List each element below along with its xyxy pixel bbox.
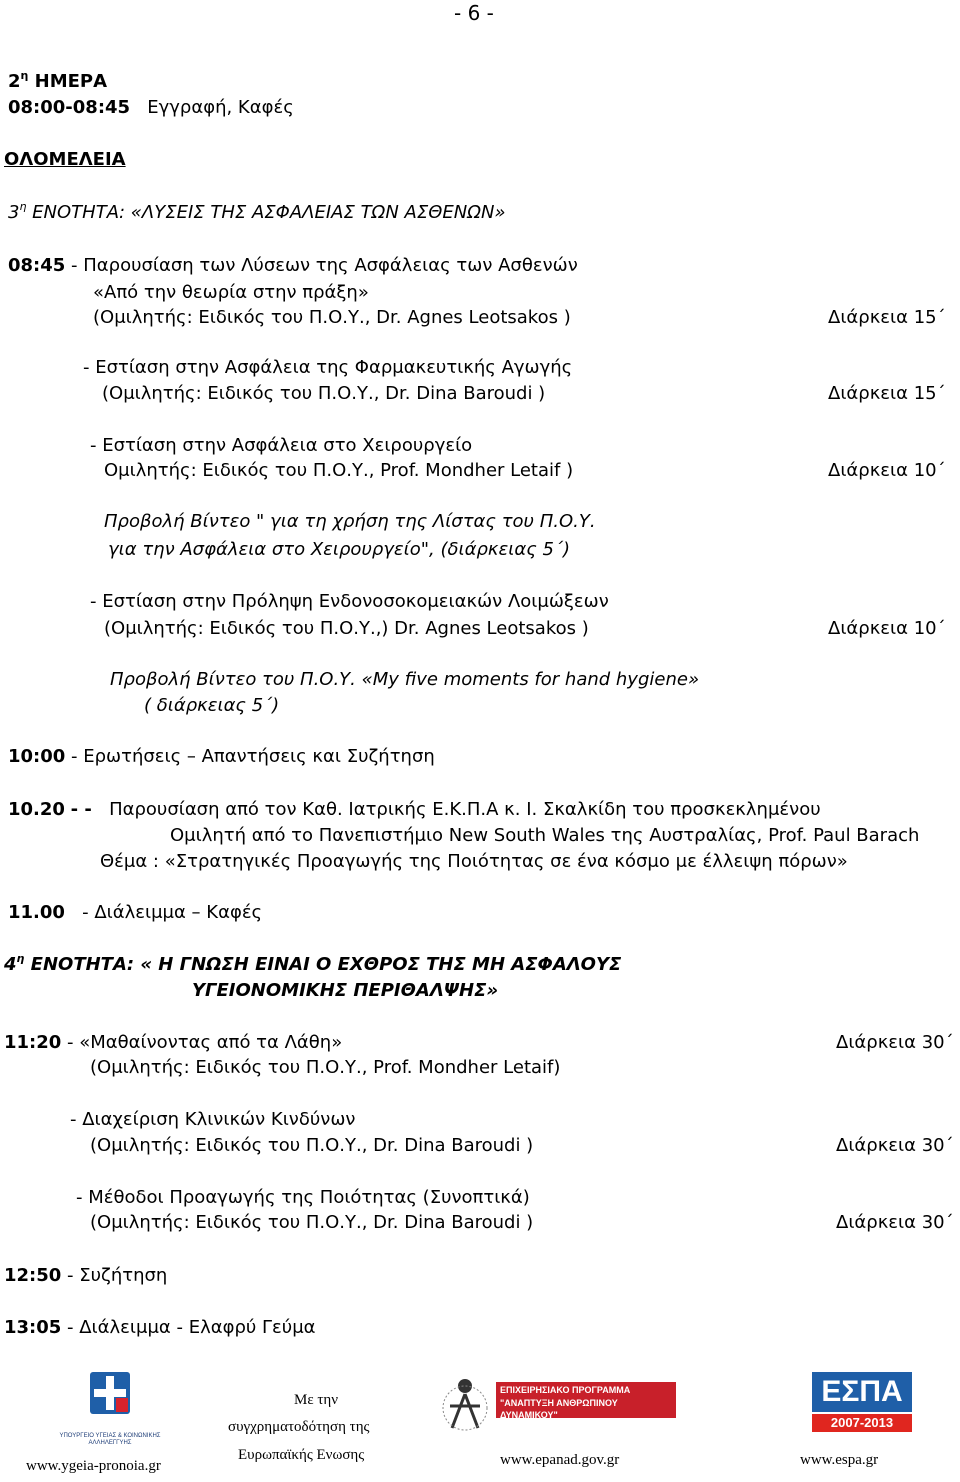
cofund-line1: Με την [294,1392,339,1408]
session2-speaker: (Ομιλητής: Ειδικός του Π.Ο.Υ., Dr. Dina Baroudi ) [102,383,546,404]
espa-url[interactable]: www.espa.gr [800,1452,879,1468]
session2-duration: Διάρκεια 15΄ [828,383,946,404]
session6-speaker: (Ομιλητής: Ειδικός του Π.Ο.Υ., Dr. Dina Baroudi ) [90,1135,534,1156]
unit4-heading-line2: ΥΓΕΙΟΝΟΜΙΚΗΣ ΠΕΡΙΘΑΛΨΗΣ» [192,980,499,1001]
unit4-heading-line1: $4^\eta$ ΕΝΟΤΗΤΑ: « Η ΓΝΩΣΗ ΕΙΝΑΙ Ο ΕΧΘΡΟΣ ΤΗΣ ΜΗ ΑΣΦΑΛΟΥΣ [4,952,622,975]
session3-duration: Διάρκεια 10΄ [828,460,946,481]
ministry-emblem-icon [40,1368,180,1428]
talk-line1: 10.20 - - Παρουσίαση από τον Καθ. Ιατρικής Ε.Κ.Π.Α κ. Ι. Σκαλκίδη του προσκεκλημένου [8,799,821,820]
unit3-heading: $3^\eta$ ΕΝΟΤΗΤΑ: «ΛΥΣΕΙΣ ΤΗΣ ΑΣΦΑΛΕΙΑΣ ΤΩΝ ΑΣΘΕΝΩΝ» [8,200,506,223]
epanad-logo-line2: "ΑΝΑΠΤΥΞΗ ΑΝΘΡΩΠΙΝΟΥ ΔΥΝΑΜΙΚΟΥ" [500,1397,618,1421]
video2-line2: ( διάρκειας 5΄) [144,695,280,716]
cofund-line3: Ευρωπαϊκής Ενωσης [238,1447,365,1463]
registration-row: 08:00-08:45 Εγγραφή, Καφές [8,97,294,118]
session3-line1: - Εστίαση στην Ασφάλεια στο Χειρουργείο [90,435,473,456]
cofund-line2: συγχρηματοδότηση της [228,1419,370,1435]
video2-line1: Προβολή Βίντεο του Π.Ο.Υ. «My five moments for hand hygiene» [110,669,700,690]
ministry-logo: ΥΠΟΥΡΓΕΙΟ ΥΓΕΙΑΣ & ΚΟΙΝΩΝΙΚΗΣ ΑΛΛΗΛΕΓΓΥΗΣ [40,1368,180,1454]
session2-line1: - Εστίαση στην Ασφάλεια της Φαρμακευτικής Αγωγής [83,357,573,378]
session1-duration: Διάρκεια 15΄ [828,307,946,328]
session4-speaker: (Ομιλητής: Ειδικός του Π.Ο.Υ.,) Dr. Agnes Leotsakos ) [104,618,589,639]
epanad-logo [440,1376,680,1440]
session7-duration: Διάρκεια 30΄ [836,1212,954,1233]
espa-logo: ΕΣΠΑ 2007-2013 [800,1370,930,1442]
epanad-logo-line1: ΕΠΙΧΕΙΡΗΣΙΑΚΟ ΠΡΟΓΡΑΜΜΑ [500,1385,631,1395]
session6-line1: - Διαχείριση Κλινικών Κινδύνων [70,1109,356,1130]
plenary-heading: ΟΛΟΜΕΛΕΙΑ [4,149,126,170]
session1-line2: «Από την θεωρία στην πράξη» [93,282,369,303]
session4-line1: - Εστίαση στην Πρόληψη Ενδονοσοκομειακών Λοιμώξεων [90,591,609,612]
page-number: - 6 - [454,1,494,25]
discussion-row: 12:50 - Συζήτηση [4,1265,168,1286]
epanad-url[interactable]: www.epanad.gov.gr [500,1452,620,1468]
session7-speaker: (Ομιλητής: Ειδικός του Π.Ο.Υ., Dr. Dina Baroudi ) [90,1212,534,1233]
session5-duration: Διάρκεια 30΄ [836,1032,954,1053]
human-figure-icon [440,1376,490,1436]
talk-topic: Θέμα : «Στρατηγικές Προαγωγής της Ποιότητας σε ένα κόσμο με έλλειψη πόρων» [100,851,848,872]
talk-line2: Ομιλητή από το Πανεπιστήμιο New South Wales της Αυστραλίας, Prof. Paul Barach [170,825,920,846]
session4-duration: Διάρκεια 10΄ [828,618,946,639]
session3-speaker: Ομιλητής: Ειδικός του Π.Ο.Υ., Prof. Mondher Letaif ) [104,460,574,481]
video1-line1: Προβολή Βίντεο " για τη χρήση της Λίστας του Π.Ο.Υ. [104,511,596,532]
lunch-row: 13:05 - Διάλειμμα - Ελαφρύ Γεύμα [4,1317,316,1338]
session1-line1: 08:45 - Παρουσίαση των Λύσεων της Ασφάλειας των Ασθενών [8,255,578,276]
day-heading: $2^\eta$ ΗΜΕΡΑ [8,69,108,92]
session5-speaker: (Ομιλητής: Ειδικός του Π.Ο.Υ., Prof. Mondher Letaif) [90,1057,561,1078]
ministry-url[interactable]: www.ygeia-pronoia.gr [26,1458,161,1474]
video1-line2: για την Ασφάλεια στο Χειρουργείο", (διάρκειας 5΄) [108,539,570,560]
session5-line1: 11:20 - «Μαθαίνοντας από τα Λάθη» [4,1032,343,1053]
qa-row: 10:00 - Ερωτήσεις – Απαντήσεις και Συζήτηση [8,746,435,767]
session6-duration: Διάρκεια 30΄ [836,1135,954,1156]
break1-row: 11.00 - Διάλειμμα – Καφές [8,902,263,923]
session7-line1: - Μέθοδοι Προαγωγής της Ποιότητας (Συνοπτικά) [76,1187,530,1208]
session1-speaker: (Ομιλητής: Ειδικός του Π.Ο.Υ., Dr. Agnes Leotsakos ) [93,307,571,328]
